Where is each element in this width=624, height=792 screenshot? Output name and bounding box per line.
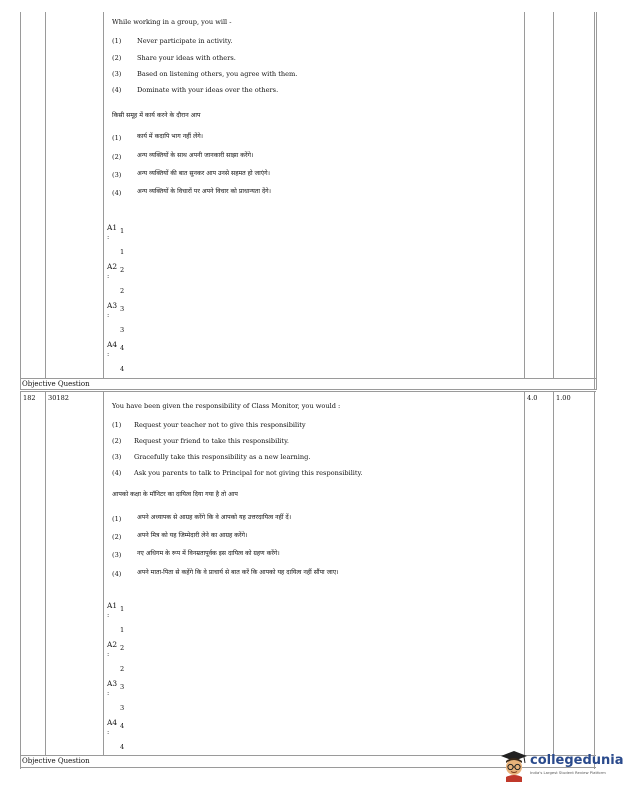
option-text: Dominate with your ideas over the others. [137, 86, 279, 94]
answer-colon: : [107, 311, 110, 319]
brand-name: collegedunia [530, 753, 624, 768]
serial-number: 182 [23, 394, 36, 402]
option-text-hindi: अन्य व्यक्तियों के विचारों पर अपने विचार को प्राधान्यता देंगे। [137, 188, 272, 195]
option-number: (4) [112, 570, 122, 578]
option-number: (1) [112, 421, 122, 429]
answer-label: A2 [107, 640, 118, 649]
option-text: Share your ideas with others. [137, 54, 236, 62]
option-text: Never participate in activity. [137, 37, 233, 45]
option-number: (1) [112, 37, 122, 45]
option-number: (2) [112, 533, 122, 541]
table-border [20, 389, 596, 390]
option-number: (3) [112, 453, 122, 461]
option-number: (2) [112, 153, 122, 161]
option-text: Ask you parents to talk to Principal for not giving this responsibility. [134, 469, 363, 477]
answer-value: 3 [120, 305, 125, 313]
option-text: Request your teacher not to give this responsibility [134, 421, 306, 429]
answer-value: 4 [120, 722, 125, 730]
option-text-hindi: अपने अध्यापक से आग्रह करेंगे कि वे आपको यह उत्तरदायित्व नहीं दें। [137, 514, 292, 521]
answer-text: 4 [120, 743, 125, 751]
brand-tagline: India's Largest Student Review Platform [530, 770, 606, 775]
answer-colon: : [107, 689, 110, 697]
question-text: You have been given the responsibility of Class Monitor, you would : [112, 402, 341, 410]
question-text-hindi: किसी समूह में कार्य करने के दौरान आप [112, 112, 201, 119]
option-text: Gracefully take this responsibility as a new learning. [134, 453, 311, 461]
answer-colon: : [107, 728, 110, 736]
answer-label: A3 [107, 301, 118, 310]
graduate-mascot-icon [500, 750, 528, 782]
negative-marks: 1.00 [556, 394, 571, 402]
table-border [45, 12, 46, 378]
answer-value: 1 [120, 227, 125, 235]
answer-text: 3 [120, 326, 125, 334]
answer-divider [103, 220, 104, 378]
option-text-hindi: अन्य व्यक्तियों की बात सुनकर आप उनसे सहमत हो जाएंगे। [137, 170, 270, 177]
option-number: (2) [112, 54, 122, 62]
table-border [553, 12, 554, 378]
table-border [596, 12, 597, 390]
answer-label: A2 [107, 262, 118, 271]
question-text-hindi: आपको कक्षा के मॉनिटर का दायित्व दिया गया है तो आप [112, 491, 238, 498]
table-border [553, 391, 554, 755]
option-text-hindi: अपने मित्र को यह जिम्मेदारी लेने का आग्रह करेंगे। [137, 532, 248, 539]
marks: 4.0 [527, 394, 538, 402]
answer-label: A4 [107, 718, 118, 727]
table-border [45, 391, 46, 755]
answer-colon: : [107, 611, 110, 619]
table-border [524, 391, 525, 755]
answer-value: 3 [120, 683, 125, 691]
question-text: While working in a group, you will - [112, 18, 232, 26]
answer-colon: : [107, 650, 110, 658]
option-number: (1) [112, 134, 122, 142]
question-type: Objective Question [22, 380, 90, 388]
answer-text: 1 [120, 248, 125, 256]
option-text: Based on listening others, you agree with them. [137, 70, 298, 78]
answer-label: A3 [107, 679, 118, 688]
option-text-hindi: अन्य व्यक्तियों के साथ अपनी जानकारी साझा करेंगे। [137, 152, 254, 159]
option-text-hindi: अपने माता-पिता से कहेंगे कि वे प्राचार्य से बात करें कि आपको यह दायित्व नहीं सौंपा जाए। [137, 569, 339, 576]
table-border [20, 378, 596, 379]
answer-text: 4 [120, 365, 125, 373]
brand-logo [500, 750, 624, 790]
table-border [594, 12, 595, 390]
table-border [594, 391, 595, 769]
option-number: (3) [112, 171, 122, 179]
table-border [20, 391, 21, 769]
option-text-hindi: नए अधिगम के रूप में विनम्रतापूर्वक इस दायित्व को ग्रहण करेंगे। [137, 550, 280, 557]
answer-text: 2 [120, 287, 125, 295]
answer-label: A1 [107, 223, 118, 232]
table-border [20, 12, 21, 390]
answer-divider [103, 598, 104, 755]
option-number: (2) [112, 437, 122, 445]
answer-value: 2 [120, 266, 125, 274]
option-number: (4) [112, 469, 122, 477]
answer-colon: : [107, 350, 110, 358]
table-border [524, 12, 525, 378]
answer-text: 2 [120, 665, 125, 673]
table-border [20, 391, 596, 392]
answer-value: 4 [120, 344, 125, 352]
answer-text: 3 [120, 704, 125, 712]
option-number: (3) [112, 70, 122, 78]
question-id: 30182 [48, 394, 69, 402]
answer-colon: : [107, 233, 110, 241]
option-number: (4) [112, 86, 122, 94]
option-text: Request your friend to take this responsibility. [134, 437, 290, 445]
option-text-hindi: कार्य में कदापि भाग नहीं लेंगे। [137, 133, 204, 140]
option-number: (1) [112, 515, 122, 523]
answer-label: A4 [107, 340, 118, 349]
question-type: Objective Question [22, 757, 90, 765]
answer-value: 1 [120, 605, 125, 613]
answer-colon: : [107, 272, 110, 280]
answer-value: 2 [120, 644, 125, 652]
answer-text: 1 [120, 626, 125, 634]
option-number: (3) [112, 551, 122, 559]
answer-label: A1 [107, 601, 118, 610]
option-number: (4) [112, 189, 122, 197]
